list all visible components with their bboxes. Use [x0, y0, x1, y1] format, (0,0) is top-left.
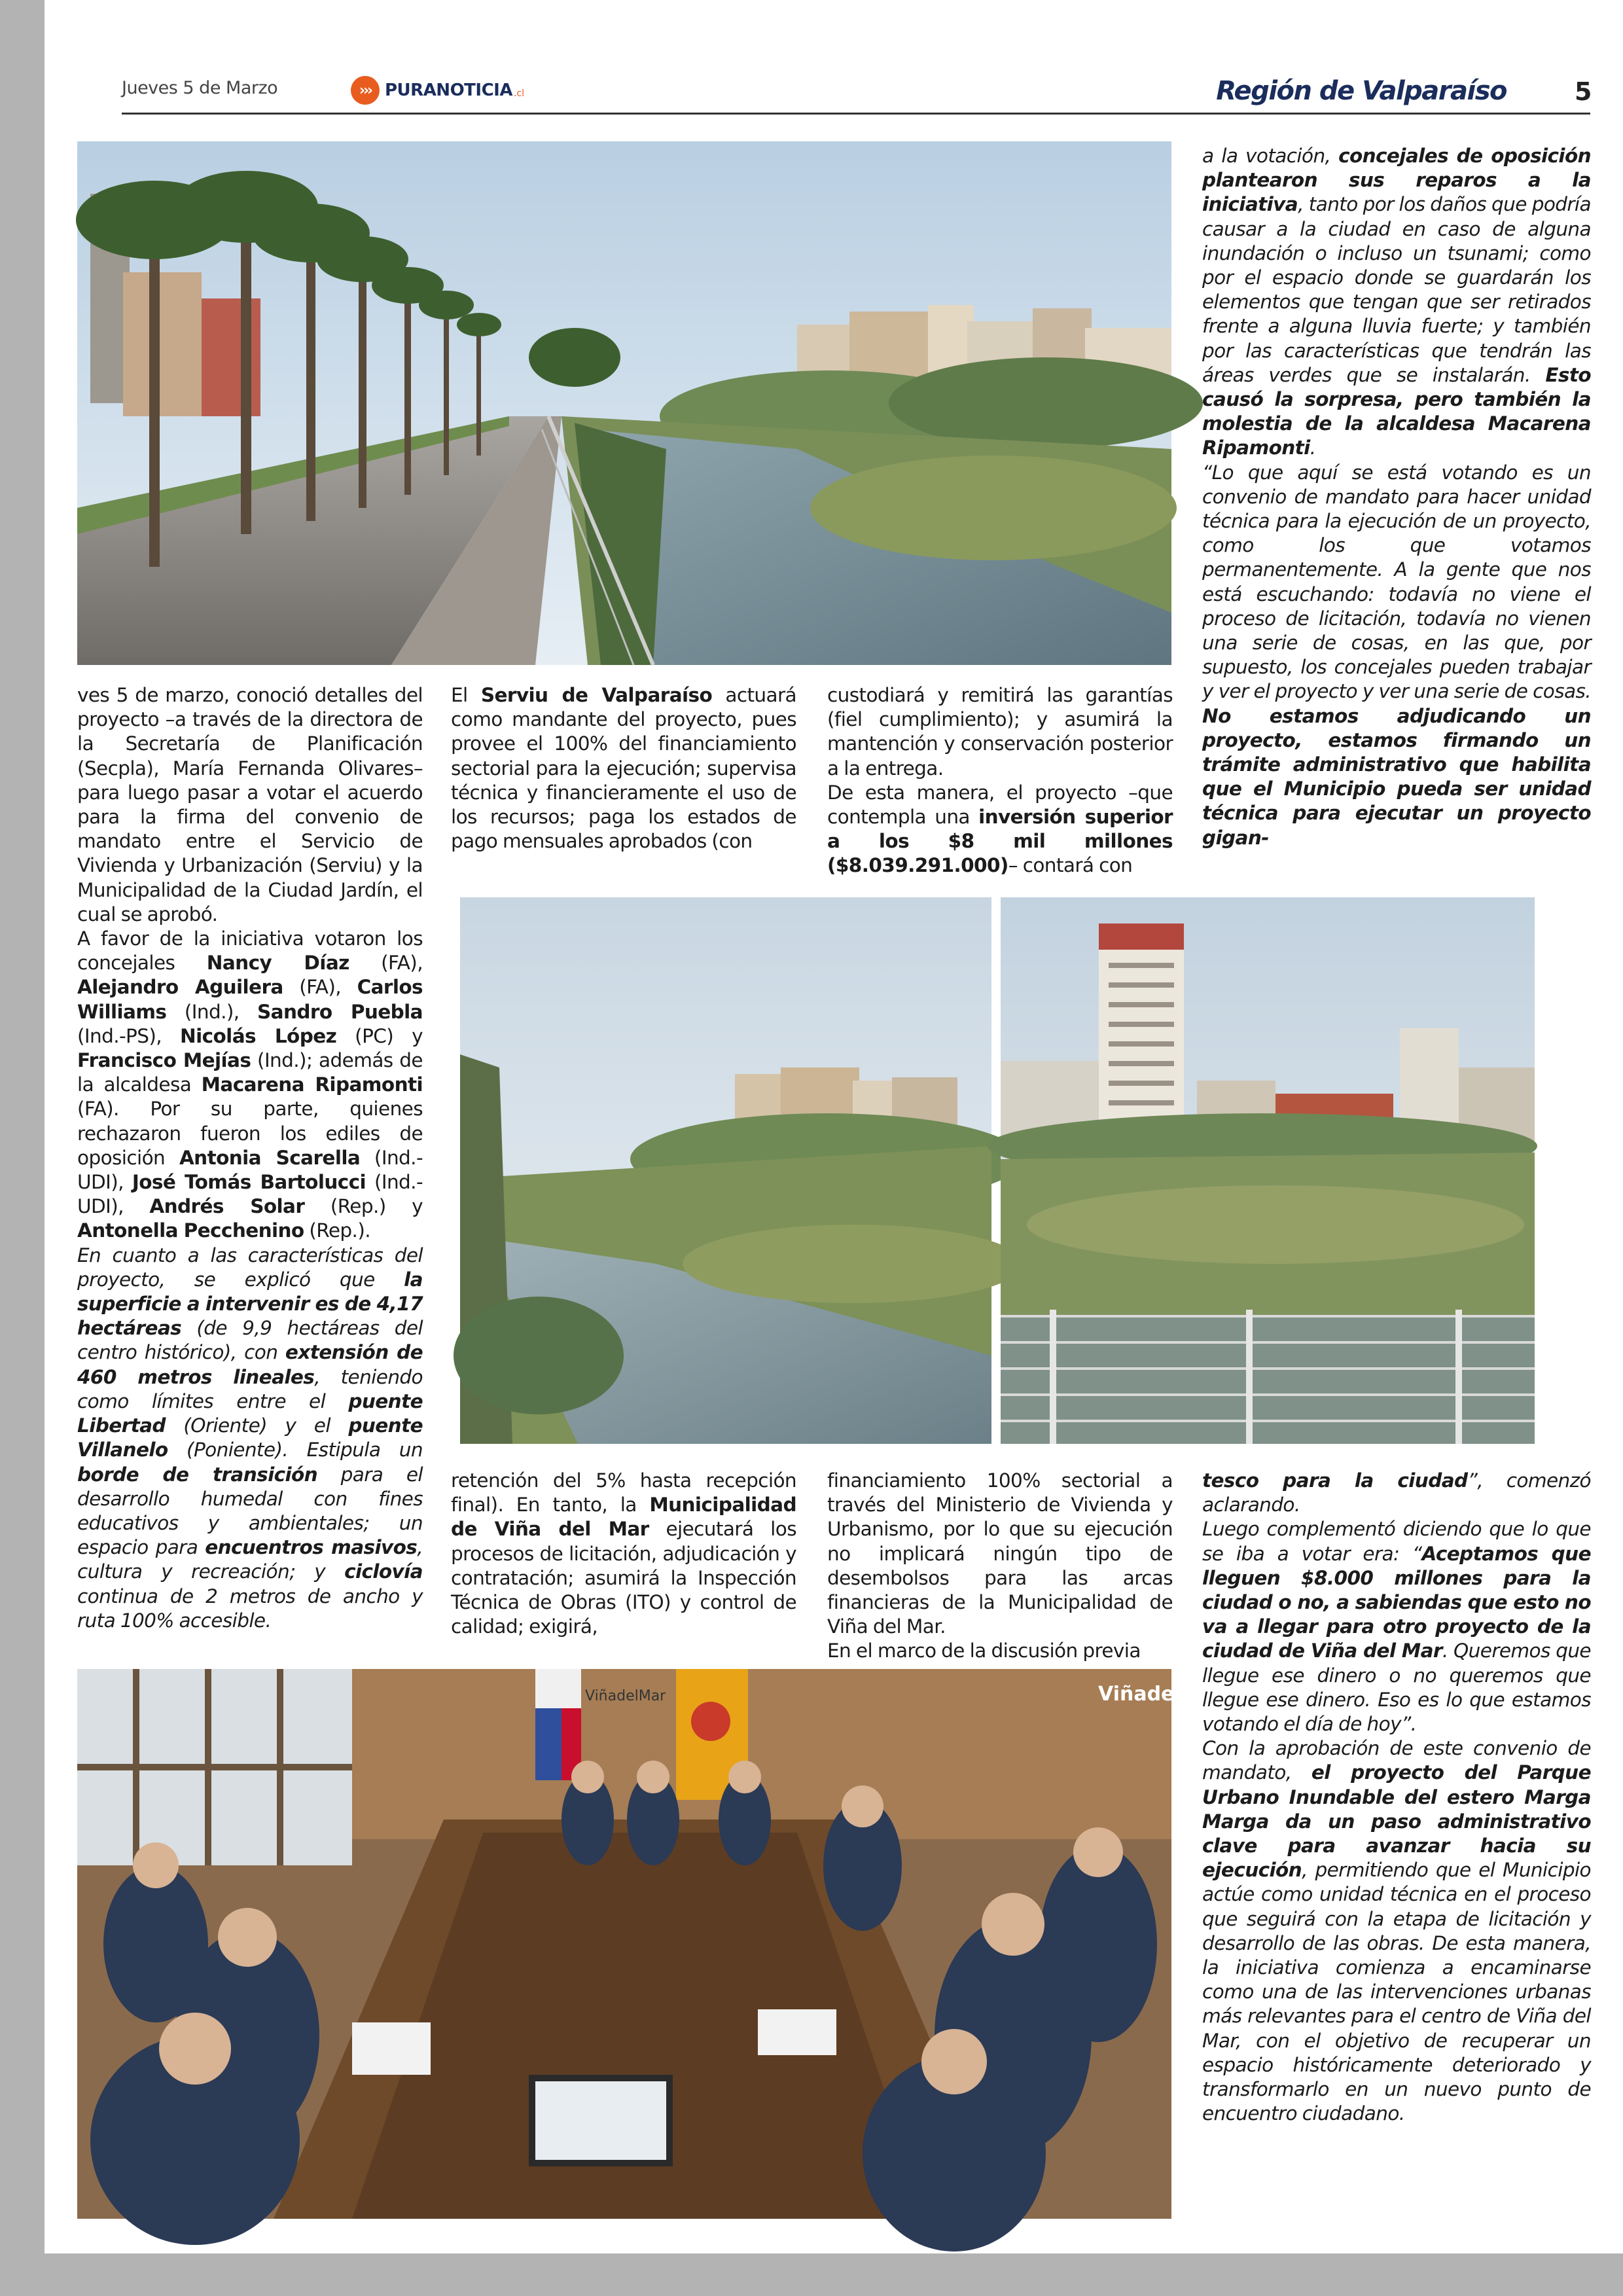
paragraph [451, 683, 796, 853]
text-run: (de 9,9 hectáreas del centro histórico), con [77, 1317, 423, 1364]
park-rendering-photo [1001, 897, 1535, 1444]
issue-date: Jueves 5 de Marzo [122, 78, 278, 98]
quote-run: “Lo que aquí se está votando es un convenio de mandato para hacer unidad técnica para la ejecución de un proyecto, como los que votamos permanentemente. A la gente que nos está escuchando: todavía no viene el proceso de licitación, todavía no vienen una serie de cosas, en las que, por supuesto, los concejales pueden trabajar y ver el proyecto y ver una serie de cosas. [1202, 461, 1591, 703]
highlight-bold: borde de transición [77, 1463, 318, 1486]
paragraph [1202, 1469, 1591, 1517]
paragraph [827, 1639, 1173, 1663]
quote-bold: No estamos adjudicando un proyecto, estamos firmando un trámite administrativo que habilita que el Municipio pueda ser unidad técnica para ejecutar un proyecto gigan- [1202, 704, 1591, 849]
paragraph [1202, 1517, 1591, 1736]
column-4-top [1202, 144, 1591, 850]
name-bold: Andrés Solar [149, 1195, 305, 1218]
text-run: (Oriente) y el [165, 1414, 349, 1437]
name-bold: José Tomás Bartolucci [132, 1171, 366, 1194]
park-rendering-illustration [1001, 897, 1535, 1444]
text-run: Con la aprobación de este convenio de mandato, [1202, 1737, 1591, 1784]
column-4-bottom [1202, 1469, 1591, 2126]
text-run: En cuanto a las características del proyecto, se explicó que [77, 1244, 423, 1291]
canal-rendering-illustration [460, 897, 991, 1444]
column-3-bottom [827, 1469, 1173, 1664]
text-run: En el marco de la discusión previa [827, 1640, 1141, 1662]
newspaper-page [45, 0, 1623, 2253]
highlight-bold: Municipalidad de Viña del Mar [451, 1494, 796, 1541]
column-3-top [827, 683, 1173, 878]
text-run: (Ind.-UDI), [77, 1171, 423, 1218]
council-meeting-photo [77, 1669, 1224, 2219]
paragraph [827, 683, 1173, 781]
paragraph [77, 1244, 423, 1633]
text-run: ”, comenzó aclarando. [1202, 1469, 1591, 1516]
column-2-bottom [451, 1469, 796, 1639]
text-run: , tanto por los daños que podría causar a la ciudad en caso de alguna inundación o incluso un tsunami; como por el espacio donde se guardarán los elementos que tengan que ser retirados frente a alguna lluvia fuerte; y también por las características que tendrán las áreas verdes que se instalarán. [1202, 193, 1591, 386]
top-rendering-photo [77, 141, 1171, 665]
header-rule [122, 113, 1590, 115]
text-run: (FA), [283, 976, 357, 999]
text-run: , permitiendo que el Municipio actúe como unidad técnica en el proceso que seguirá con la etapa de licitación y desarrollo de las obras. De esta manera, la iniciativa comienza a encaminarse como una de las intervenciones urbanas más relevantes para el centro de Viña del Mar, con el objetivo de recuperar un espacio históricamente deteriorado y transformarlo en un nuevo punto de encuentro ciudadano. [1202, 1859, 1591, 2125]
council-meeting-illustration [77, 1669, 1224, 2219]
text-run: , teniendo como límites entre el [77, 1365, 423, 1412]
text-run: A favor de la iniciativa votaron los concejales [77, 927, 423, 975]
text-run: – contará con [1008, 854, 1133, 877]
quote-bold: Aceptamos que lleguen $8.000 millones para la ciudad o no, a sabiendas que esto no va a llegar para otro proyecto de la ciudad de Viña del Mar [1202, 1542, 1591, 1662]
text-run: continua de 2 metros de ancho y ruta 100% accesible. [77, 1585, 423, 1632]
paragraph [1202, 1736, 1591, 2126]
highlight-bold: Serviu de Valparaíso [480, 684, 713, 706]
text-run: (Rep.). [304, 1219, 371, 1242]
column-2-top [451, 683, 796, 853]
text-run: . [1310, 437, 1316, 459]
text-run: (PC) y [336, 1024, 423, 1047]
paragraph [1202, 144, 1591, 461]
text-run: ves 5 de marzo, conoció detalles del proyecto –a través de la directora de la Secretaría de Planificación (Secpla), María Fernanda Olivares– para luego pasar a votar el acuerdo para la firma del convenio de mandato entre el Servicio de Vivienda y Urbanización (Serviu) y la Municipalidad de la Ciudad Jardín, el cual se aprobó. [77, 684, 423, 925]
name-bold: Nicolás López [180, 1024, 337, 1047]
name-bold: Antonia Scarella [179, 1146, 361, 1169]
text-run: Luego complementó diciendo que lo que se iba a votar era: “ [1202, 1518, 1591, 1565]
text-run: (FA). Por su parte, quienes rechazaron fueron los ediles de oposición [77, 1098, 423, 1169]
highlight-bold: la superficie a intervenir es de 4,17 hectáreas [77, 1268, 423, 1340]
name-bold: Carlos Williams [77, 976, 423, 1023]
highlight-bold: el proyecto del Parque Urbano Inundable del estero Marga Marga da un paso administrativo clave para avanzar hacia su ejecución [1202, 1761, 1591, 1882]
text-run: (Poniente). Estipula un [168, 1439, 423, 1462]
text-run: De esta manera, el proyecto –que contempla una [827, 781, 1173, 829]
paragraph [77, 927, 423, 1244]
name-bold: Macarena Ripamonti [201, 1073, 423, 1096]
logo-arrows-icon: ››› [351, 76, 380, 105]
text-run: (Ind.), [166, 1000, 257, 1023]
paragraph [451, 1469, 796, 1639]
text-run: financiamiento 100% sectorial a través del Ministerio de Vivienda y Urbanismo, por lo que su ejecución no implicará ningún tipo de desembolsos para las arcas financieras de la Municipalidad de Viña del Mar. [827, 1469, 1173, 1638]
name-bold: Antonella Pecchenino [77, 1219, 304, 1242]
text-run: a la votación, [1202, 145, 1339, 167]
text-run: ejecutará los procesos de licitación, adjudicación y contratación; asumirá la Inspección Técnica de Obras (ITO) y control de calidad; exigirá, [451, 1518, 796, 1638]
highlight-bold: Esto causó la sorpresa, pero también la molestia de la alcaldesa Macarena Ripamonti [1202, 363, 1591, 459]
text-run: retención del 5% hasta recepción final). En tanto, la [451, 1469, 796, 1516]
name-bold: Sandro Puebla [257, 1000, 423, 1023]
name-bold: Francisco Mejías [77, 1049, 251, 1072]
paragraph [827, 781, 1173, 878]
text-run: . Queremos que llegue ese dinero o no queremos que llegue ese dinero. Eso es lo que estamos votando el día de hoy”. [1202, 1640, 1591, 1736]
puranoticia-logo [351, 76, 524, 105]
text-run: actuará como mandante del proyecto, pues provee el 100% del financiamiento sectorial para la ejecución; supervisa técnica y financieramente el uso de los recursos; paga los estados de pago mensuales aprobados (con [451, 684, 796, 853]
highlight-bold: extensión de 460 metros lineales [77, 1341, 423, 1388]
text-run: (Rep.) y [304, 1195, 423, 1218]
column-1-top [77, 683, 423, 1633]
name-bold: Nancy Díaz [206, 952, 349, 975]
text-run: (Ind.-UDI), [77, 1146, 423, 1194]
logo-text: PURANOTICIA [385, 81, 512, 100]
text-run: (Ind.-PS), [77, 1024, 181, 1047]
canal-rendering-photo [460, 897, 991, 1444]
highlight-bold: puente Libertad [77, 1390, 423, 1437]
top-rendering-illustration [77, 141, 1171, 665]
highlight-bold: puente Villanelo [77, 1414, 423, 1462]
section-title: Región de Valparaíso [1216, 76, 1507, 106]
logo-suffix: .cl [513, 88, 525, 99]
page-number: 5 [1575, 77, 1592, 106]
wall-logo-label: ViñadelMar [585, 1688, 666, 1704]
text-run: , cultura y recreación; y [77, 1536, 423, 1583]
highlight-bold: inversión superior a los $8 mil millones ($8.039.291.000) [827, 806, 1173, 877]
text-run: El [451, 684, 481, 706]
name-bold: Alejandro Aguilera [77, 976, 283, 999]
text-run: (Ind.); además de la alcaldesa [77, 1049, 423, 1096]
text-run: para el desarrollo humedal con fines educativos y ambientales; un espacio para [77, 1463, 423, 1559]
quote-bold: tesco para la ciudad [1202, 1469, 1468, 1492]
corner-logo-label: ViñadelMar [1098, 1683, 1224, 1706]
text-run: custodiará y remitirá las garantías (fiel cumplimiento); y asumirá la mantención y conservación posterior a la entrega. [827, 684, 1173, 780]
paragraph [827, 1469, 1173, 1639]
text-run: (FA), [349, 952, 423, 975]
highlight-bold: encuentros masivos [205, 1536, 418, 1559]
highlight-bold: concejales de oposición plantearon sus reparos a la iniciativa [1202, 145, 1592, 216]
paragraph [1202, 461, 1591, 850]
highlight-bold: ciclovía [344, 1560, 423, 1583]
paragraph [77, 683, 423, 927]
